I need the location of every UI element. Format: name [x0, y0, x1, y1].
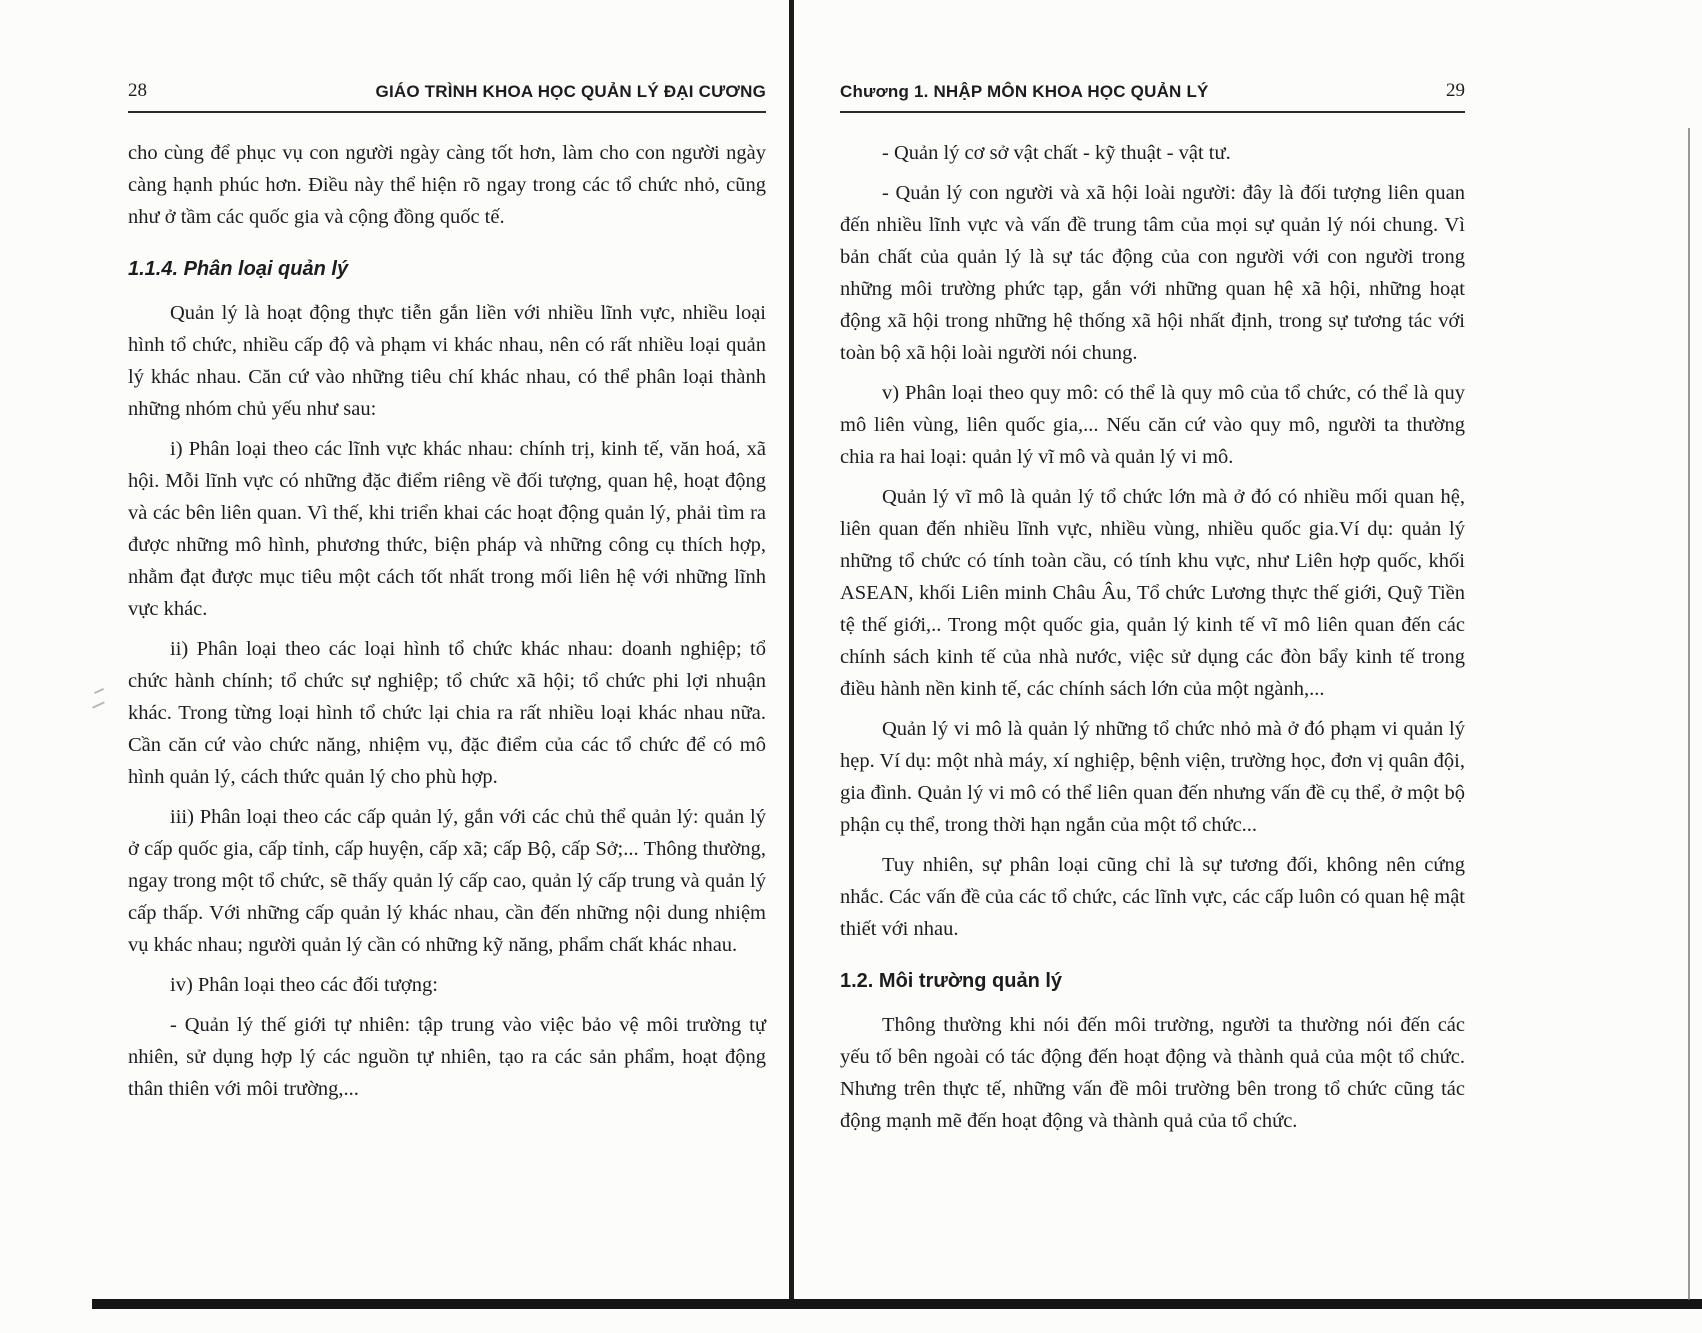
page-number-left: 28 — [128, 80, 147, 101]
paragraph: - Quản lý con người và xã hội loài người: đây là đối tượng liên quan đến nhiều lĩnh vực và vấn đề trung tâm của mọi sự quản lý nói chung. Vì bản chất của quản lý là sự tác động của con người với con người trong những môi trường phức tạp, gắn với những quan hệ xã hội, những hoạt động xã hội trong những hệ thống xã hội nhất định, trong sự tương tác với toàn bộ xã hội loài người nói chung. — [840, 182, 1465, 364]
running-head-right — [840, 80, 1465, 113]
pencil-mark-artifact — [90, 684, 116, 716]
running-title-left: GIÁO TRÌNH KHOA HỌC QUẢN LÝ ĐẠI CƯƠNG — [375, 82, 766, 101]
paragraph: v) Phân loại theo quy mô: có thể là quy mô của tổ chức, có thể là quy mô liên vùng, liên quốc gia,... Nếu căn cứ vào quy mô, người ta thường chia ra hai loại: quản lý vĩ mô và quản lý vi mô. — [840, 382, 1465, 468]
scan-right-edge — [1688, 128, 1690, 1300]
paragraph: Quản lý là hoạt động thực tiễn gắn liền với nhiều lĩnh vực, nhiều loại hình tổ chức, nhiều cấp độ và phạm vi khác nhau, nên có rất nhiều loại quản lý khác nhau. Căn cứ vào những tiêu chí khác nhau, có thể phân loại thành những nhóm chủ yếu như sau: — [128, 302, 766, 420]
running-head-left — [128, 80, 766, 113]
page-body-right — [840, 137, 1465, 1137]
paragraph: i) Phân loại theo các lĩnh vực khác nhau: chính trị, kinh tế, văn hoá, xã hội. Mỗi lĩnh vực có những đặc điểm riêng về đối tượng, quan hệ, hoạt động và các bên liên quan. Vì thế, khi triển khai các hoạt động quản lý, phải tìm ra được những mô hình, phương thức, biện pháp và những công cụ thích hợp, nhằm đạt được mục tiêu một cách tốt nhất trong mối liên hệ với những lĩnh vực khác. — [128, 438, 766, 620]
paragraph: Thông thường khi nói đến môi trường, người ta thường nói đến các yếu tố bên ngoài có tác động đến hoạt động và thành quả của một tổ chức. Nhưng trên thực tế, những vấn đề môi trường bên trong tổ chức cũng tác động mạnh mẽ đến hoạt động và thành quả của tổ chức. — [840, 1014, 1465, 1132]
paragraph: - Quản lý thế giới tự nhiên: tập trung vào việc bảo vệ môi trường tự nhiên, sử dụng hợp lý các nguồn tự nhiên, tạo ra các sản phẩm, hoạt động thân thiên với môi trường,... — [128, 1014, 766, 1100]
running-title-right: Chương 1. NHẬP MÔN KHOA HỌC QUẢN LÝ — [840, 82, 1209, 101]
section-heading: 1.1.4. Phân loại quản lý — [128, 258, 349, 280]
book-gutter-shadow — [789, 0, 794, 1302]
page-left — [128, 80, 766, 1113]
paragraph: iv) Phân loại theo các đối tượng: — [170, 974, 438, 996]
paragraph: Quản lý vĩ mô là quản lý tổ chức lớn mà ở đó có nhiều mối quan hệ, liên quan đến nhiều lĩnh vực, nhiều vùng, nhiều quốc gia.Ví dụ: quản lý những tổ chức có tính toàn cầu, có tính khu vực, như Liên hợp quốc, khối ASEAN, khối Liên minh Châu Âu, Tổ chức Lương thực thế giới, Quỹ Tiền tệ thế giới,.. Trong một quốc gia, quản lý kinh tế vĩ mô liên quan đến các chính sách kinh tế của nhà nước, việc sử dụng các đòn bẩy kinh tế trong điều hành nền kinh tế, các chính sách lớn của một ngành,... — [840, 486, 1465, 700]
page-right — [840, 80, 1465, 1145]
paragraph: iii) Phân loại theo các cấp quản lý, gắn với các chủ thể quản lý: quản lý ở cấp quốc gia, cấp tỉnh, cấp huyện, cấp xã; cấp Bộ, cấp Sở;... Thông thường, ngay trong một tổ chức, sẽ thấy quản lý cấp cao, quản lý cấp trung và quản lý cấp thấp. Với những cấp quản lý khác nhau, cần đến những nội dung nhiệm vụ khác nhau; người quản lý cần có những kỹ năng, phẩm chất khác nhau. — [128, 806, 766, 956]
section-heading: 1.2. Môi trường quản lý — [840, 970, 1063, 992]
paragraph: Quản lý vi mô là quản lý những tổ chức nhỏ mà ở đó phạm vi quản lý hẹp. Ví dụ: một nhà máy, xí nghiệp, bệnh viện, trường học, đơn vị quân đội, gia đình. Quản lý vi mô có thể liên quan đến nhưng vấn đề cụ thể, ở một bộ phận cụ thể, trong thời hạn ngắn của một tổ chức... — [840, 718, 1465, 836]
scan-bottom-edge — [92, 1299, 1702, 1309]
paragraph: cho cùng để phục vụ con người ngày càng tốt hơn, làm cho con người ngày càng hạnh phúc hơn. Điều này thể hiện rõ ngay trong các tổ chức nhỏ, cũng như ở tầm các quốc gia và cộng đồng quốc tế. — [128, 142, 766, 228]
paragraph: ii) Phân loại theo các loại hình tổ chức khác nhau: doanh nghiệp; tổ chức hành chính; tổ chức sự nghiệp; tổ chức xã hội; tổ chức phi lợi nhuận khác. Trong từng loại hình tổ chức lại chia ra rất nhiều loại khác nhau nữa. Cần căn cứ vào chức năng, nhiệm vụ, đặc điểm của các tổ chức để có mô hình quản lý, cách thức quản lý cho phù hợp. — [128, 638, 766, 788]
page-body-left — [128, 137, 766, 1105]
paragraph: Tuy nhiên, sự phân loại cũng chỉ là sự tương đối, không nên cứng nhắc. Các vấn đề của các tổ chức, các lĩnh vực, các cấp luôn có quan hệ mật thiết với nhau. — [840, 854, 1465, 940]
paragraph: - Quản lý cơ sở vật chất - kỹ thuật - vật tư. — [882, 142, 1231, 164]
page-number-right: 29 — [1446, 80, 1465, 101]
